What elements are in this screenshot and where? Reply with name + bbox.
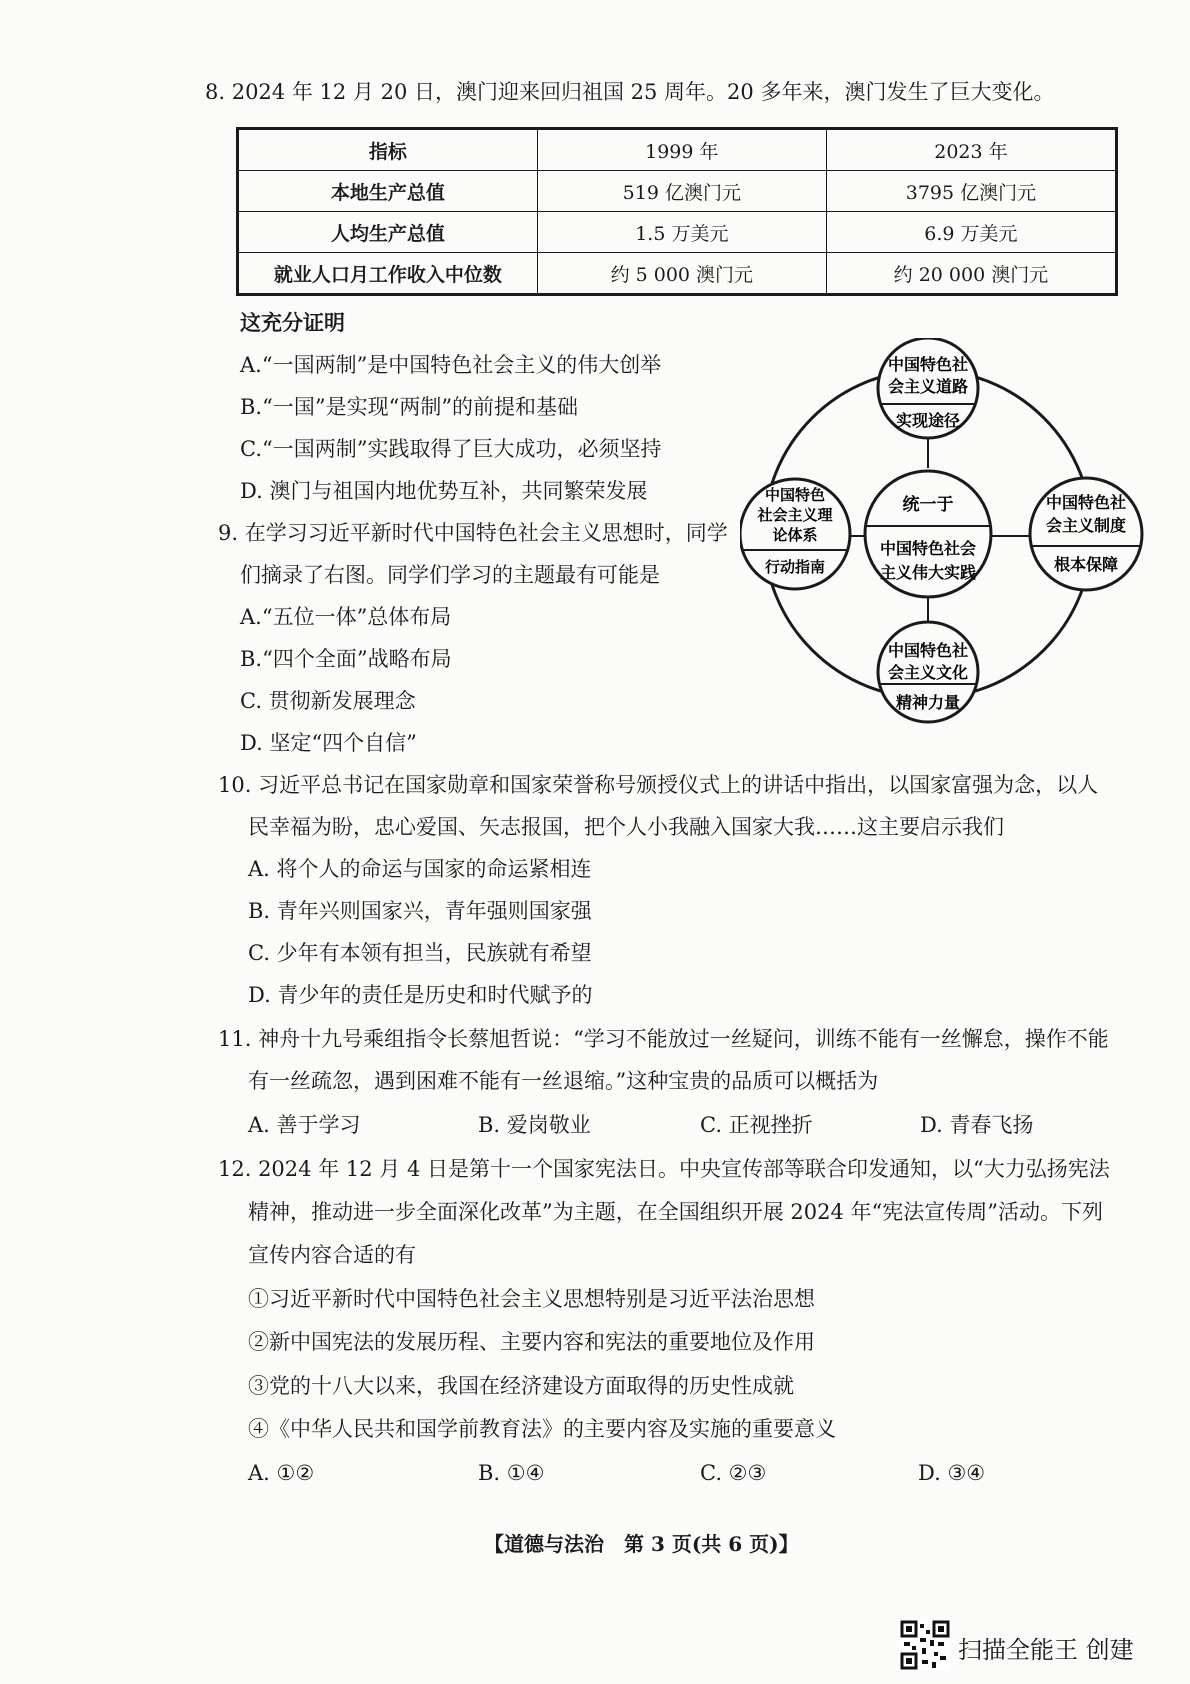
table-row	[238, 171, 1117, 212]
page-footer: 【道德与法治 第 3 页(共 6 页)】	[484, 1532, 799, 1556]
diagram-node-theory	[740, 479, 850, 589]
socialism-diagram	[740, 338, 1152, 728]
table-cell: 3795 亿澳门元	[826, 171, 1116, 212]
q9-option-a: A.“五位一体”总体布局	[240, 605, 452, 629]
table-row	[238, 212, 1117, 253]
q10-option-b: B. 青年兴则国家兴，青年强则国家强	[248, 899, 592, 923]
q9-option-b: B.“四个全面”战略布局	[240, 647, 452, 671]
q12-option-c: C. ②③	[700, 1461, 767, 1485]
macau-data-table	[236, 127, 1118, 296]
q8-option-c: C.“一国两制”实践取得了巨大成功，必须坚持	[240, 437, 662, 461]
table-cell: 1.5 万美元	[537, 212, 826, 253]
q12-item-4: ④《中华人民共和国学前教育法》的主要内容及实施的重要意义	[248, 1417, 836, 1441]
q8-option-a: A.“一国两制”是中国特色社会主义的伟大创举	[240, 353, 662, 377]
table-row	[238, 253, 1117, 295]
q10-option-c: C. 少年有本领有担当，民族就有希望	[248, 941, 592, 965]
q12-option-d: D. ③④	[918, 1461, 986, 1485]
diagram-node-center	[865, 471, 991, 597]
q8-stem: 8. 2024 年 12 月 20 日，澳门迎来回归祖国 25 周年。20 多年来，澳门发生了巨大变化。	[205, 80, 1055, 104]
table-header-row	[238, 129, 1117, 171]
table-cell: 6.9 万美元	[826, 212, 1116, 253]
q10-stem-line-1: 10. 习近平总书记在国家勋章和国家荣誉称号颁授仪式上的讲话中指出，以国家富强为念，以人	[218, 773, 1099, 797]
q9-stem-line-1: 9. 在学习习近平新时代中国特色社会主义思想时，同学	[218, 521, 728, 545]
table-cell: 约 20 000 澳门元	[826, 253, 1116, 295]
center-label: 主义伟大实践	[879, 563, 977, 582]
table-cell: 就业人口月工作收入中位数	[238, 253, 538, 295]
q11-option-c: C. 正视挫折	[700, 1113, 813, 1137]
node-tag: 根本保障	[1053, 555, 1119, 574]
q9-option-c: C. 贯彻新发展理念	[240, 689, 416, 713]
q12-item-1: ①习近平新时代中国特色社会主义思想特别是习近平法治思想	[248, 1287, 815, 1311]
node-label: 会主义文化	[887, 663, 969, 682]
q10-stem-line-2: 民幸福为盼，忠心爱国、矢志报国，把个人小我融入国家大我……这主要启示我们	[248, 815, 1004, 839]
q12-option-a: A. ①②	[248, 1461, 315, 1485]
q8-option-d: D. 澳门与祖国内地优势互补，共同繁荣发展	[240, 479, 648, 503]
q9-stem-line-2: 们摘录了右图。同学们学习的主题最有可能是	[240, 563, 660, 587]
q8-lead: 这充分证明	[240, 310, 345, 335]
q10-option-a: A. 将个人的命运与国家的命运紧相连	[248, 857, 592, 881]
center-top-label: 统一于	[902, 495, 954, 515]
table-header-cell: 指标	[238, 129, 538, 171]
table-cell: 519 亿澳门元	[537, 171, 826, 212]
node-label: 会主义道路	[887, 377, 969, 396]
diagram-node-road	[878, 338, 978, 438]
q9-option-d: D. 坚定“四个自信”	[240, 731, 417, 755]
center-label: 中国特色社会	[879, 539, 977, 558]
q11-option-d: D. 青春飞扬	[920, 1113, 1034, 1137]
diagram-node-culture	[878, 622, 978, 722]
qr-code-icon	[900, 1620, 950, 1670]
q12-item-3: ③党的十八大以来，我国在经济建设方面取得的历史性成就	[248, 1374, 794, 1398]
table-cell: 本地生产总值	[238, 171, 538, 212]
node-label: 中国特色社	[1045, 493, 1127, 512]
node-tag: 实现途径	[895, 411, 961, 430]
node-label: 社会主义理	[757, 506, 833, 524]
node-label: 论体系	[772, 526, 818, 544]
scanner-watermark: 扫描全能王 创建	[958, 1636, 1134, 1664]
node-label: 中国特色社	[887, 355, 969, 374]
q12-item-2: ②新中国宪法的发展历程、主要内容和宪法的重要地位及作用	[248, 1330, 815, 1354]
q10-option-d: D. 青少年的责任是历史和时代赋予的	[248, 983, 593, 1007]
q11-option-a: A. 善于学习	[248, 1113, 361, 1137]
node-tag: 行动指南	[764, 558, 826, 576]
q11-stem-line-1: 11. 神舟十九号乘组指令长蔡旭哲说：“学习不能放过一丝疑问，训练不能有一丝懈怠，操作不能	[218, 1027, 1109, 1051]
q12-option-b: B. ①④	[478, 1461, 545, 1485]
node-label: 中国特色社	[887, 641, 969, 660]
table-cell: 约 5 000 澳门元	[537, 253, 826, 295]
q11-option-b: B. 爱岗敬业	[478, 1113, 591, 1137]
q12-stem-line-3: 宣传内容合适的有	[248, 1243, 416, 1267]
table-cell: 人均生产总值	[238, 212, 538, 253]
table-header-cell: 2023 年	[826, 129, 1116, 171]
q8-option-b: B.“一国”是实现“两制”的前提和基础	[240, 395, 579, 419]
diagram-node-system	[1030, 478, 1142, 590]
table-header-cell: 1999 年	[537, 129, 826, 171]
node-tag: 精神力量	[895, 693, 961, 712]
q12-stem-line-2: 精神，推动进一步全面深化改革”为主题，在全国组织开展 2024 年“宪法宣传周”活动。下列	[248, 1200, 1103, 1224]
node-label: 中国特色	[764, 486, 826, 504]
q12-stem-line-1: 12. 2024 年 12 月 4 日是第十一个国家宪法日。中央宣传部等联合印发通知，以“大力弘扬宪法	[218, 1157, 1110, 1181]
node-label: 会主义制度	[1045, 516, 1127, 535]
q11-stem-line-2: 有一丝疏忽，遇到困难不能有一丝退缩。”这种宝贵的品质可以概括为	[248, 1069, 879, 1093]
